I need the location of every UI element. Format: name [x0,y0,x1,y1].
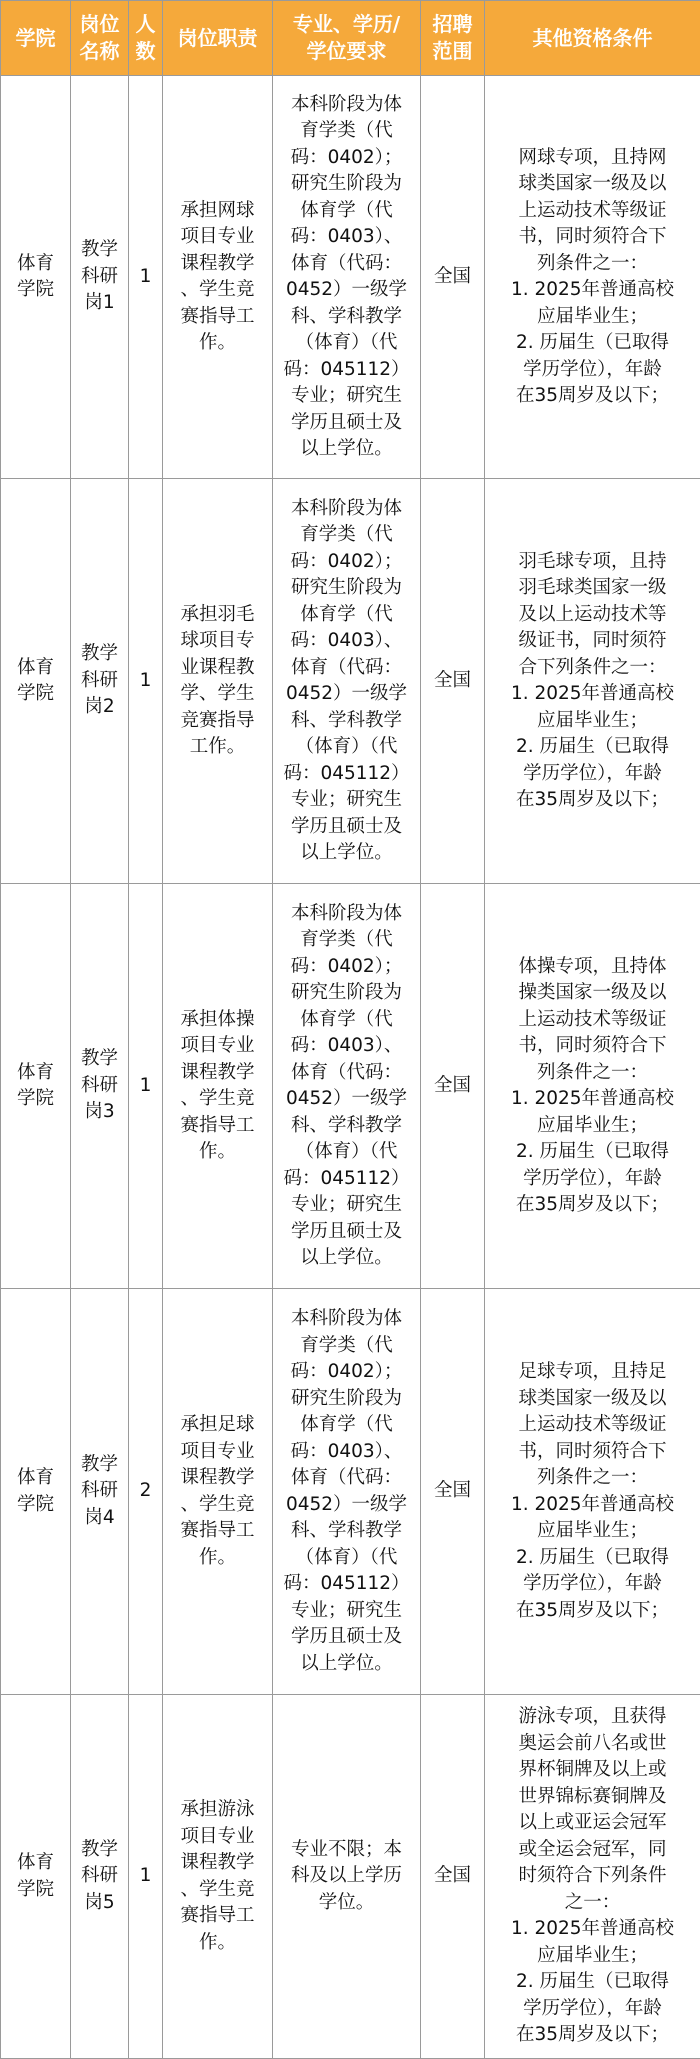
cell-count: 1 [129,1695,163,2059]
cell-count: 1 [129,76,163,479]
cell-requirement: 本科阶段为体 育学类（代 码：0402）； 研究生阶段为 体育学（代 码：0403）、 体育（代码： 0452）一级学 科、学科教学 （体育）（代 码：045112） 专业；研究生 学历且硕士及 以上学位。 [273,884,421,1289]
cell-requirement: 专业不限；本 科及以上学历 学位。 [273,1695,421,2059]
cell-duty: 承担体操 项目专业 课程教学 、学生竞 赛指导工 作。 [163,884,273,1289]
cell-other: 羽毛球专项，且持 羽毛球类国家一级 及以上运动技术等 级证书，同时须符 合下列条件之一： 1. 2025年普通高校 应届毕业生； 2. 历届生（已取得 学历学位），年龄 在35周岁及以下； [485,479,700,884]
cell-count: 1 [129,884,163,1289]
cell-position: 教学 科研 岗5 [71,1695,129,2059]
table-header-row [1,1,700,76]
header-count: 人 数 [129,1,163,76]
cell-scope: 全国 [421,479,485,884]
cell-college: 体育 学院 [1,76,71,479]
cell-requirement: 本科阶段为体 育学类（代 码：0402）； 研究生阶段为 体育学（代 码：0403）、 体育（代码： 0452）一级学 科、学科教学 （体育）（代 码：045112） 专业；研究生 学历且硕士及 以上学位。 [273,76,421,479]
cell-college: 体育 学院 [1,1695,71,2059]
cell-position: 教学 科研 岗4 [71,1289,129,1695]
cell-duty: 承担足球 项目专业 课程教学 、学生竞 赛指导工 作。 [163,1289,273,1695]
cell-college: 体育 学院 [1,884,71,1289]
cell-requirement: 本科阶段为体 育学类（代 码：0402）； 研究生阶段为 体育学（代 码：0403）、 体育（代码： 0452）一级学 科、学科教学 （体育）（代 码：045112） 专业；研究生 学历且硕士及 以上学位。 [273,479,421,884]
header-college: 学院 [1,1,71,76]
header-duty: 岗位职责 [163,1,273,76]
table-row [1,1695,700,2059]
cell-scope: 全国 [421,884,485,1289]
table-row [1,1289,700,1695]
cell-college: 体育 学院 [1,1289,71,1695]
cell-scope: 全国 [421,1289,485,1695]
table-row [1,884,700,1289]
cell-other: 游泳专项，且获得 奥运会前八名或世 界杯铜牌及以上或 世界锦标赛铜牌及 以上或亚运会冠军 或全运会冠军，同 时须符合下列条件 之一： 1. 2025年普通高校 应届毕业生； 2. 历届生（已取得 学历学位），年龄 在35周岁及以下； [485,1695,700,2059]
cell-position: 教学 科研 岗3 [71,884,129,1289]
cell-other: 足球专项，且持足 球类国家一级及以 上运动技术等级证 书，同时须符合下 列条件之一： 1. 2025年普通高校 应届毕业生； 2. 历届生（已取得 学历学位），年龄 在35周岁及以下； [485,1289,700,1695]
header-requirement: 专业、学历/ 学位要求 [273,1,421,76]
cell-duty: 承担网球 项目专业 课程教学 、学生竞 赛指导工 作。 [163,76,273,479]
cell-other: 网球专项，且持网 球类国家一级及以 上运动技术等级证 书，同时须符合下 列条件之一： 1. 2025年普通高校 应届毕业生； 2. 历届生（已取得 学历学位），年龄 在35周岁及以下； [485,76,700,479]
cell-scope: 全国 [421,76,485,479]
cell-scope: 全国 [421,1695,485,2059]
cell-duty: 承担游泳 项目专业 课程教学 、学生竞 赛指导工 作。 [163,1695,273,2059]
cell-other: 体操专项，且持体 操类国家一级及以 上运动技术等级证 书，同时须符合下 列条件之一： 1. 2025年普通高校 应届毕业生； 2. 历届生（已取得 学历学位），年龄 在35周岁及以下； [485,884,700,1289]
table-row [1,76,700,479]
header-other: 其他资格条件 [485,1,700,76]
header-position: 岗位 名称 [71,1,129,76]
header-scope: 招聘 范围 [421,1,485,76]
cell-duty: 承担羽毛 球项目专 业课程教 学、学生 竞赛指导 工作。 [163,479,273,884]
table-row [1,479,700,884]
cell-college: 体育 学院 [1,479,71,884]
cell-count: 1 [129,479,163,884]
cell-position: 教学 科研 岗2 [71,479,129,884]
cell-requirement: 本科阶段为体 育学类（代 码：0402）； 研究生阶段为 体育学（代 码：0403）、 体育（代码： 0452）一级学 科、学科教学 （体育）（代 码：045112） 专业；研究生 学历且硕士及 以上学位。 [273,1289,421,1695]
cell-position: 教学 科研 岗1 [71,76,129,479]
cell-count: 2 [129,1289,163,1695]
